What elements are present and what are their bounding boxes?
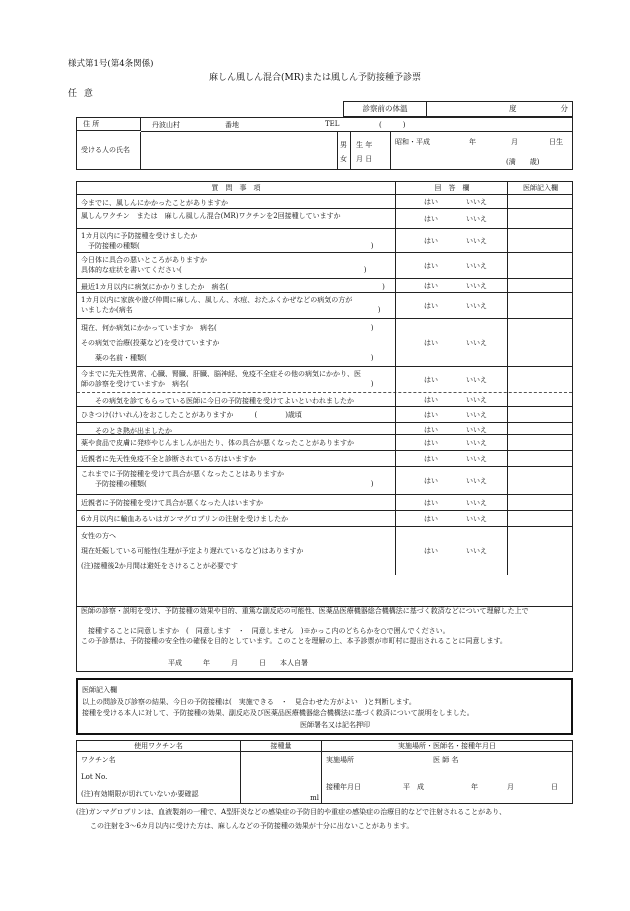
doctor-box bbox=[76, 678, 573, 735]
answer-yes[interactable]: はい bbox=[424, 477, 438, 485]
doctor-note-cell[interactable] bbox=[507, 319, 572, 367]
question-line: 予防接種の種類( ) bbox=[81, 480, 374, 488]
question-text bbox=[81, 369, 393, 389]
age-field: (満 歳) bbox=[506, 158, 540, 166]
dob-year: 年 bbox=[469, 138, 476, 146]
vaccine-dose-col[interactable] bbox=[240, 741, 322, 803]
col-header-answer: 回 答 欄 bbox=[395, 182, 508, 195]
question-text bbox=[81, 321, 393, 366]
doctor-note-cell[interactable] bbox=[507, 435, 572, 451]
vaccine-date-month: 月 bbox=[507, 783, 514, 791]
page-title: 麻しん風しん混合(MR)または風しん予防接種予診票 bbox=[208, 73, 421, 83]
answer-no[interactable]: いいえ bbox=[466, 396, 487, 404]
sex-female: 女 bbox=[340, 155, 347, 163]
answer-cell[interactable] bbox=[395, 393, 507, 407]
question-row bbox=[77, 253, 572, 279]
doctor-note-cell[interactable] bbox=[507, 495, 572, 511]
question-row bbox=[77, 279, 572, 293]
question-text bbox=[81, 454, 393, 464]
question-line: そのとき熱が出ましたか bbox=[81, 427, 172, 435]
answer-no[interactable]: いいえ bbox=[466, 339, 487, 347]
question-text bbox=[81, 514, 393, 524]
answer-yes[interactable]: はい bbox=[424, 237, 438, 245]
question-text bbox=[81, 410, 393, 420]
question-row bbox=[77, 319, 572, 367]
doctor-note-cell[interactable] bbox=[507, 423, 572, 435]
question-line: 薬や食品で皮膚に発疹やじんましんが出たり、体の具合が悪くなったことがありますか bbox=[81, 439, 354, 447]
consent-text-1: 医師の診察・説明を受け、予防接種の効果や目的、重篤な副反応の可能性、医薬品医療機器総合機構法に基づく救済などについて理解した上で bbox=[81, 607, 529, 615]
answer-cell[interactable] bbox=[395, 279, 507, 293]
doctor-explanation: 接種を受ける本人に対して、予防接種の効果、副反応及び医薬品医療機器総合機構法に基づく救済について説明をしました。 bbox=[82, 709, 474, 717]
answer-no[interactable]: いいえ bbox=[466, 426, 487, 434]
doctor-note-cell[interactable] bbox=[507, 527, 572, 575]
question-line: 最近1カ月以内に病気にかかりましたか 病名( ) bbox=[81, 283, 385, 291]
answer-yes[interactable]: はい bbox=[424, 198, 438, 206]
question-line: 予防接種の種類( ) bbox=[81, 242, 374, 250]
question-row bbox=[77, 467, 572, 495]
answer-cell[interactable] bbox=[395, 195, 507, 209]
question-row bbox=[77, 527, 572, 575]
question-row bbox=[77, 451, 572, 467]
answer-no[interactable]: いいえ bbox=[466, 439, 487, 447]
answer-yes[interactable]: はい bbox=[424, 282, 438, 290]
question-text bbox=[81, 198, 393, 208]
answer-no[interactable]: いいえ bbox=[466, 302, 487, 310]
doctor-note-cell[interactable] bbox=[507, 209, 572, 229]
question-line: 近親者に先天性免疫不全と診断されている方はいますか bbox=[81, 455, 256, 463]
address-label: 住 所 bbox=[77, 118, 141, 131]
doctor-judgement[interactable]: 以上の問診及び診察の結果、今日の予防接種は( 実施できる ・ 見合わせた方がよい )と判断します。 bbox=[82, 698, 416, 706]
question-line: 風しんワクチン または 麻しん風しん混合(MR)ワクチンを2回接種していますか bbox=[81, 212, 341, 220]
question-line: 1カ月以内に家族や遊び仲間に麻しん、風しん、水痘、おたふくかぜなどの病気の方が bbox=[81, 296, 353, 304]
consent-box bbox=[76, 604, 573, 672]
question-row bbox=[77, 229, 572, 253]
dob-era: 昭和・平成 bbox=[395, 138, 430, 146]
answer-yes[interactable]: はい bbox=[424, 455, 438, 463]
sex-male: 男 bbox=[340, 141, 347, 149]
question-row bbox=[77, 367, 572, 393]
question-line: 1カ月以内に予防接種を受けましたか bbox=[81, 232, 198, 240]
answer-yes[interactable]: はい bbox=[424, 515, 438, 523]
answer-yes[interactable]: はい bbox=[424, 499, 438, 507]
question-line: 今日体に具合の悪いところがありますか bbox=[81, 256, 207, 264]
doctor-note-cell[interactable] bbox=[507, 293, 572, 319]
question-text bbox=[81, 469, 393, 489]
doctor-note-cell[interactable] bbox=[507, 279, 572, 293]
answer-cell[interactable] bbox=[395, 293, 507, 319]
doctor-note-cell[interactable] bbox=[507, 195, 572, 209]
question-line: 師の診察を受けていますか 病名( ) bbox=[81, 380, 374, 388]
vaccine-date-era: 平 成 bbox=[403, 783, 424, 791]
doctor-note-cell[interactable] bbox=[507, 511, 572, 527]
sex-field[interactable] bbox=[337, 132, 351, 169]
answer-no[interactable]: いいえ bbox=[466, 547, 487, 555]
dob-day: 日生 bbox=[549, 138, 563, 146]
doctor-note-cell[interactable] bbox=[507, 367, 572, 393]
question-row bbox=[77, 209, 572, 229]
consent-text-3: この予診票は、予防接種の安全性の確保を目的としています。このことを理解の上、本予診票が市町村に提出されることに同意します。 bbox=[81, 637, 507, 645]
vaccine-ml-unit: ml bbox=[310, 794, 319, 802]
question-row bbox=[77, 407, 572, 423]
answer-cell[interactable] bbox=[395, 423, 507, 435]
answer-no[interactable]: いいえ bbox=[466, 411, 487, 419]
question-line: 6カ月以内に輸血あるいはガンマグロブリンの注射を受けましたか bbox=[81, 515, 289, 523]
question-text bbox=[81, 295, 393, 315]
col-header-doctor: 医師記入欄 bbox=[507, 182, 573, 195]
question-line: いましたか(病名 ) bbox=[81, 306, 381, 314]
questionnaire-table bbox=[76, 181, 573, 607]
answer-yes[interactable]: はい bbox=[424, 302, 438, 310]
answer-no[interactable]: いいえ bbox=[466, 376, 487, 384]
answer-no[interactable]: いいえ bbox=[466, 198, 487, 206]
vaccine-place-label[interactable]: 実施場所 bbox=[326, 756, 354, 764]
answer-cell[interactable] bbox=[395, 511, 507, 527]
answer-no[interactable]: いいえ bbox=[466, 477, 487, 485]
question-text bbox=[81, 231, 393, 251]
address-field[interactable] bbox=[141, 118, 572, 132]
answer-cell[interactable] bbox=[395, 319, 507, 367]
question-line: その病気で治療(投薬など)を受けていますか bbox=[81, 339, 220, 347]
answer-yes[interactable]: はい bbox=[424, 439, 438, 447]
question-text bbox=[81, 438, 393, 448]
answer-yes[interactable]: はい bbox=[424, 262, 438, 270]
vaccine-date-day: 日 bbox=[551, 783, 558, 791]
footnote-line-2: この注射を3～6カ月以内に受けた方は、麻しんなどの予防接種の効果が十分に出ないことがあります。 bbox=[76, 822, 414, 830]
answer-cell[interactable] bbox=[395, 527, 507, 575]
answer-no[interactable]: いいえ bbox=[466, 282, 487, 290]
question-line: これまでに予防接種を受けて具合が悪くなったことはありますか bbox=[81, 470, 284, 478]
tel-label: TEL bbox=[325, 120, 340, 128]
question-line: 具体的な症状を書いてください( ) bbox=[81, 266, 367, 274]
doctor-note-cell[interactable] bbox=[507, 393, 572, 407]
answer-yes[interactable]: はい bbox=[424, 376, 438, 384]
question-line: 薬の名前・種類( ) bbox=[81, 354, 374, 362]
temperature-degree-unit: 度 bbox=[509, 104, 517, 113]
question-line: 今までに先天性異常、心臓、腎臓、肝臓、脳神経、免疫不全症その他の病気にかかり、医 bbox=[81, 370, 361, 378]
answer-no[interactable]: いいえ bbox=[466, 499, 487, 507]
col-header-question: 質 問 事 項 bbox=[77, 182, 395, 195]
question-row bbox=[77, 195, 572, 209]
answer-no[interactable]: いいえ bbox=[466, 215, 487, 223]
question-row bbox=[77, 511, 572, 527]
vaccine-date-year: 年 bbox=[471, 783, 478, 791]
doctor-note-cell[interactable] bbox=[507, 253, 572, 279]
question-text bbox=[81, 396, 393, 406]
question-line: ひきつけ(けいれん)をおこしたことがありますか ( )歳頃 bbox=[81, 411, 302, 419]
question-line: 近親者に予防接種を受けて具合が悪くなった人はいますか bbox=[81, 499, 263, 507]
question-line: 今までに、風しんにかかったことがありますか bbox=[81, 199, 228, 207]
vaccine-name-label[interactable]: ワクチン名 bbox=[81, 756, 116, 764]
vaccine-expiry-note: (注)有効期限が切れていないか要確認 bbox=[81, 790, 199, 798]
question-row bbox=[77, 293, 572, 319]
footnote-line-1: (注)ガンマグロブリンは、血液製剤の一種で、A型肝炎などの感染症の予防目的や重症の感染症の治療目的などで注射されることがあり、 bbox=[76, 808, 507, 816]
question-row bbox=[77, 495, 572, 511]
temperature-label: 診察前の体温 bbox=[344, 102, 427, 116]
doctor-signature[interactable]: 医師署名又は記名押印 bbox=[300, 721, 370, 729]
answer-cell[interactable] bbox=[395, 367, 507, 393]
doctor-note-cell[interactable] bbox=[507, 407, 572, 423]
doctor-note-cell[interactable] bbox=[507, 451, 572, 467]
dob-field[interactable] bbox=[391, 132, 572, 169]
voluntary-label: 任 意 bbox=[68, 89, 95, 99]
vaccine-col-name: 使用ワクチン名 bbox=[77, 741, 240, 752]
answer-yes[interactable]: はい bbox=[424, 426, 438, 434]
question-row bbox=[77, 423, 572, 435]
answer-no[interactable]: いいえ bbox=[466, 237, 487, 245]
answer-cell[interactable] bbox=[395, 467, 507, 495]
vaccine-doctor-label[interactable]: 医 師 名 bbox=[433, 756, 459, 764]
form-number: 様式第1号(第4条関係) bbox=[68, 59, 154, 69]
answer-yes[interactable]: はい bbox=[424, 339, 438, 347]
name-label: 受ける人の氏名 bbox=[77, 132, 141, 169]
question-row bbox=[77, 393, 572, 407]
person-info-box bbox=[76, 117, 573, 170]
answer-cell[interactable] bbox=[395, 209, 507, 229]
answer-no[interactable]: いいえ bbox=[466, 455, 487, 463]
vaccine-lot-label[interactable]: Lot No. bbox=[81, 773, 108, 781]
answer-cell[interactable] bbox=[395, 253, 507, 279]
dob-label-cell bbox=[350, 132, 391, 169]
question-row bbox=[77, 435, 572, 451]
doctor-box-title: 医師記入欄 bbox=[82, 686, 117, 694]
village-name: 丹波山村 bbox=[152, 121, 180, 129]
vaccine-col-place: 実施場所・医師名・接種年月日 bbox=[322, 741, 572, 752]
question-line: (注)接種後2か月間は避妊をさけることが必要です bbox=[81, 562, 238, 570]
question-text bbox=[81, 529, 393, 574]
dob-label-line2: 月 日 bbox=[356, 155, 373, 163]
answer-cell[interactable] bbox=[395, 451, 507, 467]
question-line: その病気を診てもらっている医師に今日の予防接種を受けてよいといわれましたか bbox=[81, 397, 354, 405]
temperature-minute-unit: 分 bbox=[560, 104, 568, 113]
doctor-note-cell[interactable] bbox=[507, 467, 572, 495]
tel-field[interactable]: ( ) bbox=[379, 121, 406, 129]
consent-date-signature[interactable]: 平成 年 月 日 本人自署 bbox=[168, 659, 308, 667]
question-line: 現在妊娠している可能性(生理が予定より遅れているなど)はありますか bbox=[81, 547, 304, 555]
answer-yes[interactable]: はい bbox=[424, 215, 438, 223]
question-text bbox=[81, 282, 393, 292]
question-text bbox=[81, 498, 393, 508]
answer-yes[interactable]: はい bbox=[424, 411, 438, 419]
answer-cell[interactable] bbox=[395, 407, 507, 423]
vaccine-col-dose: 接種量 bbox=[241, 741, 321, 752]
answer-cell[interactable] bbox=[395, 229, 507, 253]
answer-no[interactable]: いいえ bbox=[466, 515, 487, 523]
vaccine-date-label: 接種年月日 bbox=[326, 783, 361, 791]
dob-month: 月 bbox=[511, 138, 518, 146]
answer-yes[interactable]: はい bbox=[424, 396, 438, 404]
vaccine-table bbox=[76, 740, 573, 804]
answer-no[interactable]: いいえ bbox=[466, 262, 487, 270]
banchi-label: 番地 bbox=[225, 121, 239, 129]
question-line: 女性の方へ bbox=[81, 532, 116, 540]
consent-text-2: 接種することに同意しますか ( 同意します ・ 同意しません )※かっこ内のどちらかを○で囲んでください。 bbox=[81, 627, 450, 635]
answer-cell[interactable] bbox=[395, 495, 507, 511]
temperature-box bbox=[343, 101, 573, 117]
question-text bbox=[81, 255, 393, 275]
doctor-note-cell[interactable] bbox=[507, 229, 572, 253]
answer-cell[interactable] bbox=[395, 435, 507, 451]
question-line: 現在、何か病気にかかっていますか 病名( ) bbox=[81, 324, 374, 332]
question-text bbox=[81, 211, 393, 221]
answer-yes[interactable]: はい bbox=[424, 547, 438, 555]
dob-label-line1: 生 年 bbox=[356, 141, 373, 149]
